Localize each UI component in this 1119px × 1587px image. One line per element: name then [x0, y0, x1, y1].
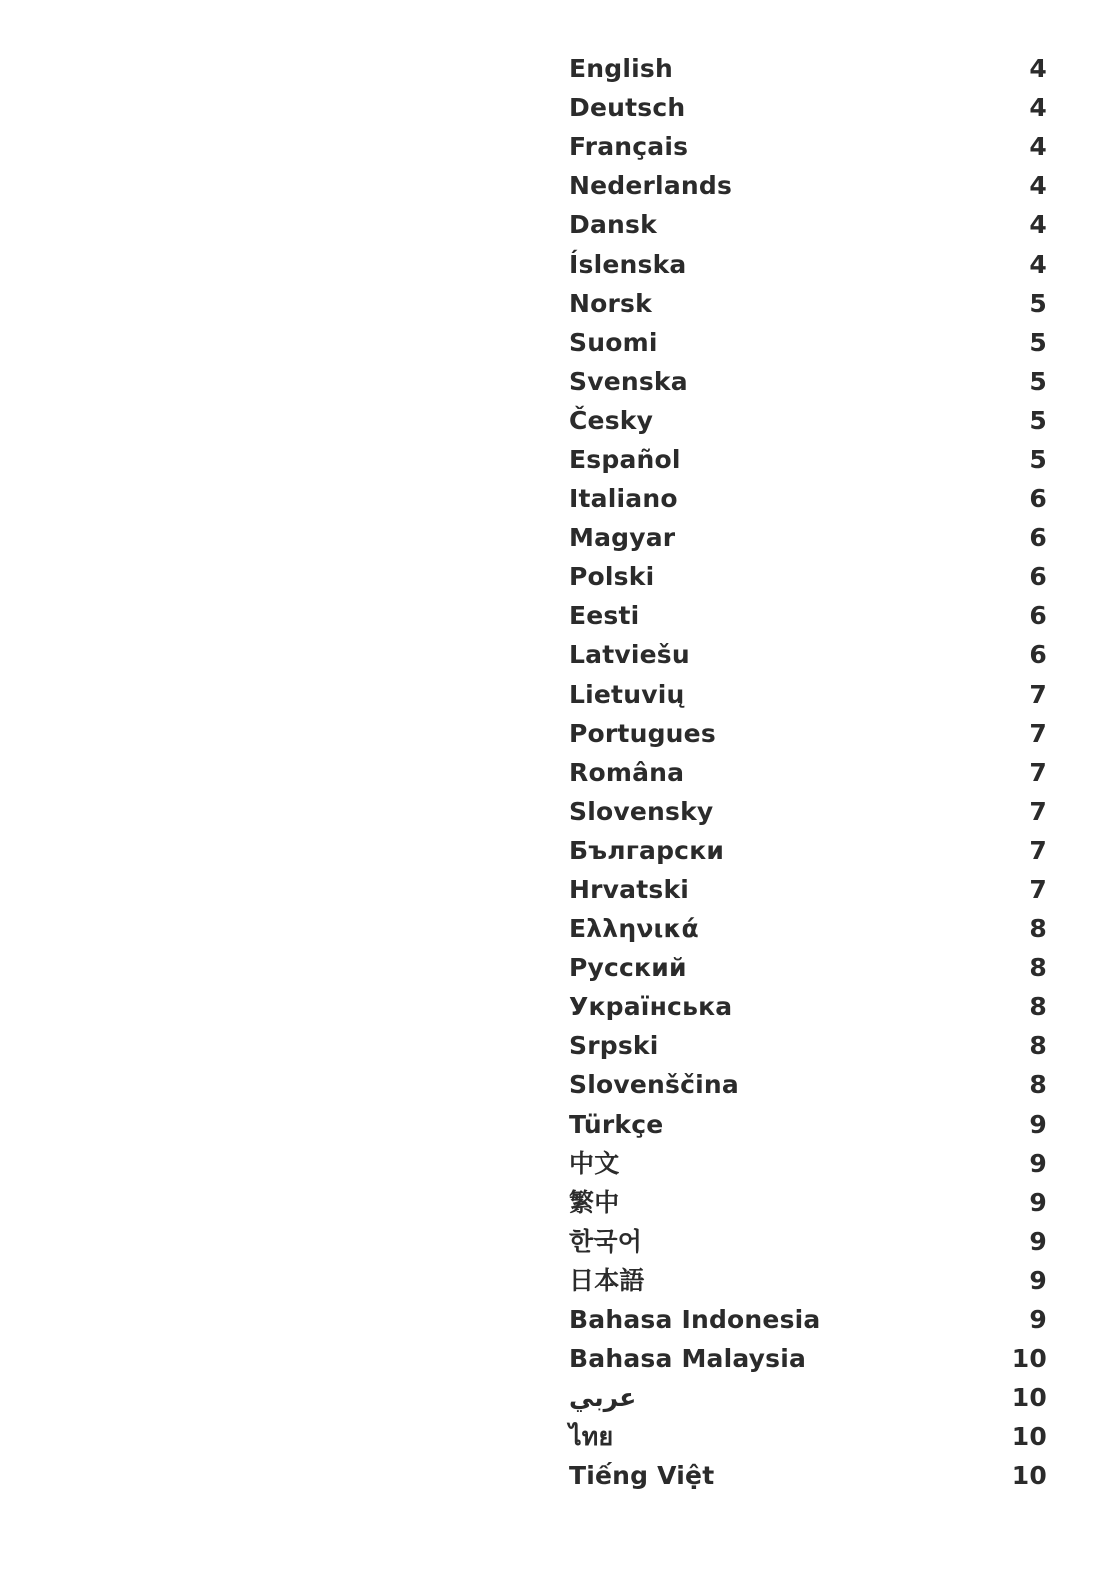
toc-row-tieng-viet [569, 1456, 1047, 1495]
toc-row-turkce [569, 1105, 1047, 1144]
toc-row-thai [569, 1417, 1047, 1456]
toc-page-number: 4 [1029, 93, 1047, 123]
toc-page-number: 7 [1029, 796, 1047, 826]
toc-row-francais [569, 127, 1047, 166]
toc-row-russian [569, 948, 1047, 987]
toc-language: Українська [569, 992, 733, 1022]
toc-language: Eesti [569, 601, 640, 631]
toc-language: Portugues [569, 718, 716, 748]
toc-page-number: 4 [1029, 171, 1047, 201]
toc-language: عربي [569, 1383, 637, 1413]
toc-page-number: 6 [1029, 640, 1047, 670]
toc-page-number: 9 [1029, 1226, 1047, 1256]
toc-page-number: 5 [1029, 405, 1047, 435]
toc-page-number: 9 [1029, 1265, 1047, 1295]
toc-page-number: 5 [1029, 288, 1047, 318]
toc-page-number: 7 [1029, 679, 1047, 709]
toc-language: Hrvatski [569, 875, 690, 905]
toc-page-number: 4 [1029, 132, 1047, 162]
toc-page-number: 7 [1029, 757, 1047, 787]
toc-page-number: 10 [1011, 1461, 1047, 1491]
language-table-of-contents [569, 49, 1047, 1495]
toc-language: Türkçe [569, 1109, 664, 1139]
toc-language: Norsk [569, 288, 652, 318]
toc-language: Polski [569, 562, 655, 592]
toc-page-number: 9 [1029, 1187, 1047, 1217]
toc-language: Lietuvių [569, 679, 685, 709]
toc-language: ไทย [569, 1422, 614, 1452]
toc-row-bahasa-indonesia [569, 1300, 1047, 1339]
toc-row-lietuviu [569, 675, 1047, 714]
toc-language: English [569, 54, 673, 84]
toc-language: Česky [569, 405, 654, 435]
toc-page-number: 9 [1029, 1148, 1047, 1178]
toc-language: Magyar [569, 523, 676, 553]
toc-row-bulgarian [569, 831, 1047, 870]
toc-row-srpski [569, 1026, 1047, 1065]
toc-page-number: 10 [1011, 1422, 1047, 1452]
toc-row-latviesu [569, 635, 1047, 674]
toc-page-number: 10 [1011, 1344, 1047, 1374]
toc-row-suomi [569, 323, 1047, 362]
toc-language: 한국어 [569, 1226, 643, 1256]
toc-page-number: 10 [1011, 1383, 1047, 1413]
toc-row-arabic [569, 1378, 1047, 1417]
toc-page-number: 5 [1029, 366, 1047, 396]
toc-row-slovensky [569, 792, 1047, 831]
toc-page-number: 8 [1029, 1031, 1047, 1061]
toc-row-norsk [569, 284, 1047, 323]
toc-language: Tiếng Việt [569, 1461, 715, 1491]
toc-page-number: 8 [1029, 1070, 1047, 1100]
toc-page-number: 6 [1029, 484, 1047, 514]
toc-language: Ελληνικά [569, 914, 699, 944]
toc-page-number: 7 [1029, 875, 1047, 905]
toc-page-number: 9 [1029, 1109, 1047, 1139]
toc-row-slovenscina [569, 1065, 1047, 1104]
toc-row-hrvatski [569, 870, 1047, 909]
toc-row-espanol [569, 440, 1047, 479]
toc-page-number: 6 [1029, 601, 1047, 631]
toc-row-polski [569, 557, 1047, 596]
toc-page-number: 7 [1029, 835, 1047, 865]
toc-language: Bahasa Malaysia [569, 1344, 807, 1374]
toc-language: Русский [569, 953, 687, 983]
toc-row-dansk [569, 205, 1047, 244]
toc-page-number: 8 [1029, 953, 1047, 983]
toc-language: Français [569, 132, 689, 162]
toc-language: Deutsch [569, 93, 686, 123]
toc-page-number: 9 [1029, 1305, 1047, 1335]
toc-page-number: 4 [1029, 249, 1047, 279]
toc-page-number: 8 [1029, 914, 1047, 944]
toc-language: Slovenščina [569, 1070, 739, 1100]
toc-language: Srpski [569, 1031, 659, 1061]
toc-row-korean [569, 1222, 1047, 1261]
toc-language: 繁中 [569, 1187, 620, 1217]
toc-language: Bahasa Indonesia [569, 1305, 821, 1335]
toc-page-number: 4 [1029, 54, 1047, 84]
toc-row-italiano [569, 479, 1047, 518]
toc-row-islenska [569, 244, 1047, 283]
toc-language: Español [569, 444, 681, 474]
toc-page-number: 6 [1029, 562, 1047, 592]
toc-row-greek [569, 909, 1047, 948]
toc-language: Nederlands [569, 171, 733, 201]
toc-row-romana [569, 753, 1047, 792]
toc-language: Italiano [569, 484, 678, 514]
toc-row-svenska [569, 362, 1047, 401]
toc-row-english [569, 49, 1047, 88]
toc-row-ukrainian [569, 987, 1047, 1026]
toc-row-japanese [569, 1261, 1047, 1300]
toc-language: Româna [569, 757, 685, 787]
toc-row-chinese-simplified [569, 1144, 1047, 1183]
toc-row-portugues [569, 714, 1047, 753]
toc-row-nederlands [569, 166, 1047, 205]
toc-page-number: 5 [1029, 444, 1047, 474]
toc-language: 日本語 [569, 1265, 645, 1295]
toc-page-number: 7 [1029, 718, 1047, 748]
toc-row-chinese-traditional [569, 1183, 1047, 1222]
toc-row-cesky [569, 401, 1047, 440]
toc-page-number: 4 [1029, 210, 1047, 240]
toc-language: 中文 [569, 1148, 620, 1178]
toc-language: Български [569, 835, 725, 865]
toc-language: Íslenska [569, 249, 687, 279]
toc-language: Latviešu [569, 640, 690, 670]
toc-language: Suomi [569, 327, 658, 357]
toc-row-eesti [569, 596, 1047, 635]
toc-page-number: 8 [1029, 992, 1047, 1022]
toc-page-number: 5 [1029, 327, 1047, 357]
toc-language: Slovensky [569, 796, 714, 826]
toc-row-bahasa-malaysia [569, 1339, 1047, 1378]
toc-language: Dansk [569, 210, 657, 240]
toc-page-number: 6 [1029, 523, 1047, 553]
toc-row-magyar [569, 518, 1047, 557]
toc-language: Svenska [569, 366, 688, 396]
toc-row-deutsch [569, 88, 1047, 127]
